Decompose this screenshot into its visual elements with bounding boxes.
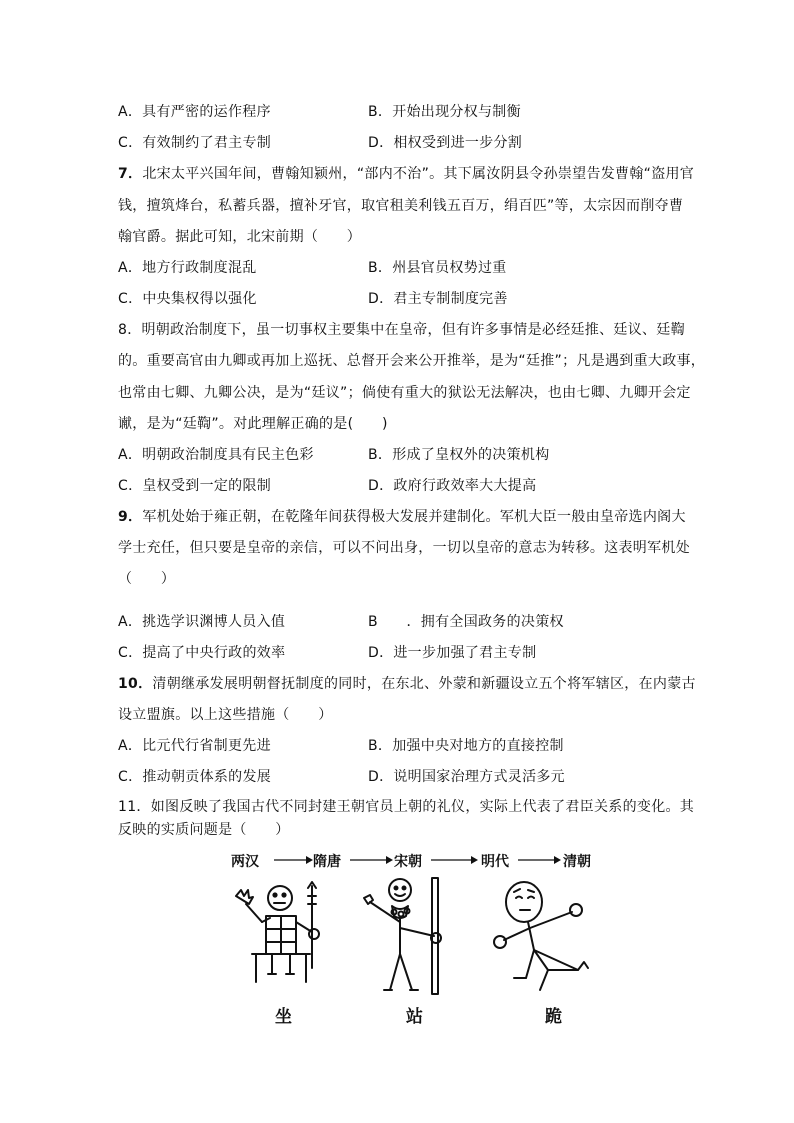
q10-option-a: A．比元代行省制更先进	[118, 738, 271, 754]
q10-option-d: D．说明国家治理方式灵活多元	[368, 769, 565, 785]
q6-option-d: D．相权受到进一步分割	[368, 135, 523, 151]
arrow-icon	[429, 852, 479, 868]
q9-stem-line-3: （ ）	[118, 571, 176, 587]
dynasty-label-ming: 明代	[481, 854, 509, 870]
q10-option-b: B．加强中央对地方的直接控制	[368, 738, 564, 754]
q11-stem-line-2: 反映的实质问题是（ ）	[118, 822, 290, 838]
q7-number: 7．	[118, 166, 143, 182]
q7-stem-line-3: 翰官爵。据此可知，北宋前期（ ）	[118, 229, 362, 245]
pose-label-kneel: 跪	[545, 1007, 562, 1027]
q8-stem-line-2: 的。重要高官由九卿或再加上巡抚、总督开会来公开推举，是为“廷推”；凡是遇到重大政事，	[118, 353, 706, 369]
dynasty-label-qing: 清朝	[563, 854, 591, 870]
q9-option-b: B ．拥有全国政务的决策权	[368, 614, 564, 630]
q7-option-c: C．中央集权得以强化	[118, 291, 257, 307]
kneeling-official-figure	[488, 878, 598, 996]
q11-stem-line-1: 11．如图反映了我国古代不同封建王朝官员上朝的礼仪，实际上代表了君臣关系的变化。其	[118, 799, 695, 815]
dynasty-label-suitang: 隋唐	[313, 854, 341, 870]
standing-official-figure	[352, 872, 452, 998]
q9-option-d: D．进一步加强了君主专制	[368, 645, 537, 661]
q7-text-1: 北宋太平兴国年间，曹翰知颍州，“部内不治”。其下属汝阴县令孙崇望告发曹翰“盗用官	[142, 166, 695, 182]
q8-option-d: D．政府行政效率大大提高	[368, 478, 537, 494]
arrow-icon	[348, 852, 394, 868]
q7-stem-line-1	[118, 164, 694, 184]
q9-stem-line-1	[118, 507, 686, 527]
q9-option-a: A．挑选学识渊博人员入值	[118, 614, 286, 630]
q7-option-a: A．地方行政制度混乱	[118, 260, 257, 276]
q6-option-b: B．开始出现分权与制衡	[368, 104, 521, 120]
q7-option-d: D．君主专制制度完善	[368, 291, 508, 307]
q7-stem-line-2: 钱，擅筑烽台，私蓄兵器，擅补牙官，取官租美利钱五百万，绢百匹”等，太宗因而削夺曹	[118, 198, 684, 214]
q8-option-c: C．皇权受到一定的限制	[118, 478, 272, 494]
q7-option-b: B．州县官员权势过重	[368, 260, 507, 276]
arrow-icon	[272, 852, 314, 868]
q10-stem-line-1	[118, 674, 696, 694]
q9-stem-line-2: 学士充任，但只要是皇帝的亲信，可以不问出身，一切以皇帝的意志为转移。这表明军机处	[118, 540, 690, 556]
sitting-official-figure	[228, 876, 328, 994]
q9-number: 9．	[118, 509, 143, 525]
q6-option-a: A．具有严密的运作程序	[118, 104, 271, 120]
q8-option-b: B．形成了皇权外的决策机构	[368, 447, 550, 463]
q6-option-c: C．有效制约了君主专制	[118, 135, 272, 151]
arrow-icon	[516, 852, 562, 868]
q8-stem-line-3: 也常由七卿、九卿公决，是为“廷议”；倘使有重大的狱讼无法解决，也由七卿、九卿开会定	[118, 385, 691, 401]
q10-number: 10．	[118, 676, 153, 692]
q8-option-a: A．明朝政治制度具有民主色彩	[118, 447, 314, 463]
q8-stem-line-4: 谳，是为“廷鞫”。对此理解正确的是( )	[118, 416, 388, 432]
q8-stem-line-1: 8．明朝政治制度下，虽一切事权主要集中在皇帝，但有许多事情是必经廷推、廷议、廷鞫	[118, 322, 685, 338]
dynasty-label-song: 宋朝	[394, 854, 422, 870]
q10-text-1: 清朝继承发展明朝督抚制度的同时，在东北、外蒙和新疆设立五个将军辖区，在内蒙古	[152, 676, 696, 692]
q9-text-1: 军机处始于雍正朝，在乾隆年间获得极大发展并建制化。军机大臣一般由皇帝选内阁大	[142, 509, 686, 525]
pose-label-stand: 站	[406, 1007, 423, 1027]
q10-option-c: C．推动朝贡体系的发展	[118, 769, 272, 785]
q10-stem-line-2: 设立盟旗。以上这些措施（ ）	[118, 707, 333, 723]
pose-label-sit: 坐	[275, 1007, 292, 1027]
dynasty-label-han: 两汉	[231, 854, 259, 870]
q9-option-c: C．提高了中央行政的效率	[118, 645, 286, 661]
